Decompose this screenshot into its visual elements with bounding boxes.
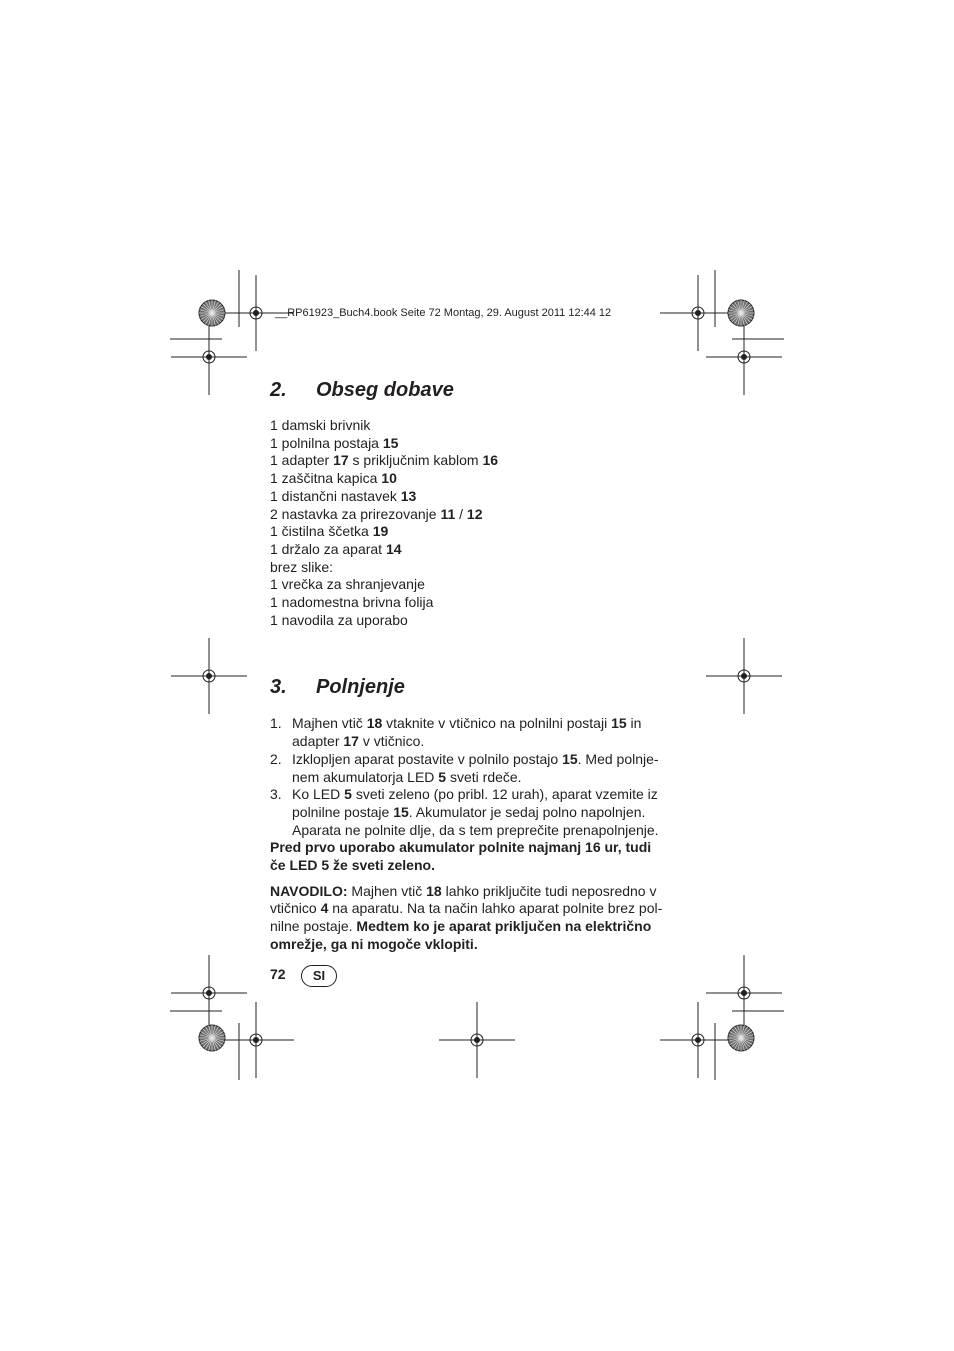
crosshair-mark (171, 955, 247, 1031)
crosshair-mark (660, 275, 736, 351)
text-run: . Med polnje- (577, 750, 659, 767)
bold-text: 14 (385, 540, 402, 557)
section-2-title: Obseg dobave (316, 379, 454, 401)
step-line (292, 751, 670, 769)
list-item (270, 452, 670, 470)
bold-text: 19 (372, 523, 389, 540)
crosshair-mark (171, 638, 247, 714)
list-item (270, 417, 670, 435)
step-line (292, 804, 670, 822)
step-item (270, 715, 670, 750)
text-run: nem akumulatorja LED (292, 768, 439, 785)
text-run: 1 čistilna ščetka (270, 523, 373, 540)
page-number: 72 (270, 966, 286, 982)
text-run: in (626, 715, 642, 732)
list-item (270, 523, 670, 541)
crosshair-mark (660, 1002, 736, 1078)
bold-text: 18 (426, 882, 442, 899)
text-run: s priključnim kablom (348, 452, 483, 469)
text-run: adapter (292, 733, 344, 750)
step-line (292, 769, 670, 787)
rosette-mark (728, 300, 754, 326)
bold-text: 15 (611, 715, 627, 732)
text-run: 1 adapter (270, 452, 334, 469)
bold-text: 16 (482, 452, 499, 469)
bold-text: 11 (440, 505, 456, 522)
text-run: brez slike: (270, 558, 334, 575)
step-line (292, 715, 670, 733)
bold-text: če LED 5 že sveti zeleno. (270, 857, 435, 874)
crosshair-mark (218, 1002, 294, 1078)
text-run: nilne postaje. (270, 918, 357, 935)
text-run: 1 polnilna postaja (270, 434, 383, 451)
warning-line (270, 839, 670, 857)
bold-text: omrežje, ga ni mogoče vklopiti. (270, 935, 478, 952)
text-run: / (455, 505, 467, 522)
step-number: 1. (270, 715, 282, 732)
note-line (270, 918, 670, 936)
bold-text: 17 (343, 733, 359, 750)
text-run: vtaknite v vtičnico na polnilni postaji (382, 715, 612, 732)
section-3-number: 3. (270, 676, 287, 699)
crosshair-mark (706, 319, 782, 395)
language-badge: SI (301, 965, 337, 987)
page-content (270, 376, 670, 954)
text-run: lahko priključite tudi neposredno v (441, 882, 657, 899)
bold-text: 10 (381, 470, 397, 487)
list-item (270, 559, 670, 577)
bold-text: 18 (366, 715, 383, 732)
text-run: 1 zaščitna kapica (270, 470, 382, 487)
bold-text: 13 (400, 487, 417, 504)
step-item (270, 786, 670, 839)
crosshair-mark (706, 638, 782, 714)
step-item (270, 751, 670, 786)
text-run: na aparatu. Na ta način lahko aparat polnite brez pol- (328, 900, 663, 917)
print-header: __RP61923_Buch4.book Seite 72 Montag, 29. August 2011 12:44 12 (275, 307, 612, 319)
rosette-mark (199, 1025, 225, 1051)
note-line (270, 883, 670, 901)
text-run: Izklopljen aparat postavite v polnilo postajo (292, 750, 563, 767)
crosshair-mark (439, 1002, 515, 1078)
section-2-number: 2. (270, 379, 287, 401)
bold-text: NAVODILO: (270, 882, 348, 899)
note-line (270, 900, 670, 918)
text-run: 1 damski brivnik (270, 417, 371, 433)
bold-text: 5 (438, 768, 447, 785)
text-run: vtičnico (270, 900, 321, 917)
warning-line (270, 857, 670, 875)
bold-text: 15 (393, 803, 409, 820)
list-item (270, 488, 670, 506)
text-run: sveti zeleno (po pribl. 12 urah), aparat vzemite iz (351, 786, 658, 803)
charging-steps (270, 715, 670, 839)
step-number: 2. (270, 750, 282, 767)
text-run: 1 vrečka za shranjevanje (270, 576, 425, 593)
text-run: polnilne postaje (292, 803, 394, 820)
section-3-heading (270, 673, 670, 701)
step-line (292, 786, 670, 804)
bold-text: 12 (466, 505, 483, 522)
text-run: Majhen vtič (347, 882, 427, 899)
section-2-heading (270, 376, 670, 404)
charging-note (270, 883, 670, 954)
rosette-mark (728, 1025, 754, 1051)
bold-text: 15 (562, 750, 578, 767)
delivery-list (270, 417, 670, 629)
bold-text: 4 (320, 900, 329, 917)
text-run: . Akumulator je sedaj polno napolnjen. (408, 803, 646, 820)
list-item (270, 576, 670, 594)
list-item (270, 506, 670, 524)
text-run: 1 nadomestna brivna folija (270, 594, 434, 611)
crosshair-mark (171, 319, 247, 395)
bold-text: 5 (344, 786, 352, 803)
step-line (292, 822, 670, 840)
text-run: 1 držalo za aparat (270, 540, 386, 557)
step-line (292, 733, 670, 751)
note-line (270, 936, 670, 954)
bold-text: 15 (382, 434, 399, 451)
bold-text: Medtem ko je aparat priključen na električno (356, 918, 652, 935)
rosette-mark (199, 300, 225, 326)
list-item (270, 541, 670, 559)
text-run: Majhen vtič (292, 715, 367, 732)
text-run: Aparata ne polnite dlje, da s tem preprečite prenapolnjenje. (292, 821, 659, 838)
charging-warning (270, 839, 670, 874)
section-3-title: Polnjenje (316, 676, 405, 699)
list-item (270, 612, 670, 630)
list-item (270, 435, 670, 453)
text-run: 1 distančni nastavek (270, 487, 401, 504)
text-run: v vtičnico. (358, 733, 425, 750)
list-item (270, 594, 670, 612)
text-run: sveti rdeče. (446, 768, 522, 785)
text-run: 2 nastavka za prirezovanje (270, 505, 441, 522)
text-run: Ko LED (292, 786, 345, 803)
step-number: 3. (270, 786, 282, 803)
crosshair-mark (706, 955, 782, 1031)
text-run: 1 navodila za uporabo (270, 611, 408, 628)
bold-text: Pred prvo uporabo akumulator polnite najmanj 16 ur, tudi (270, 839, 652, 856)
list-item (270, 470, 670, 488)
bold-text: 17 (333, 452, 349, 469)
